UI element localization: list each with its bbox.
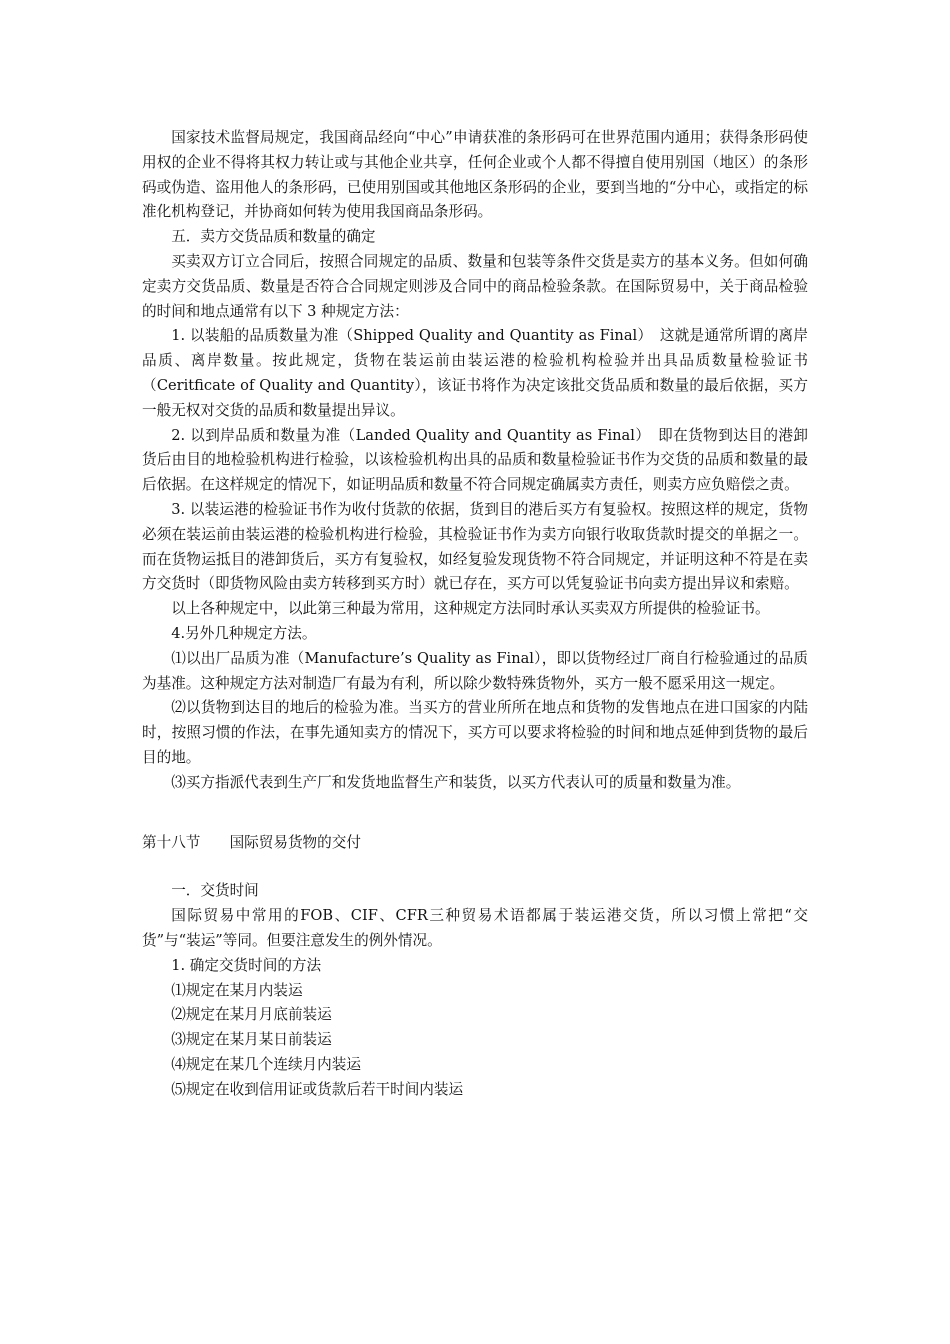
list-item: ⑵规定在某月月底前装运 bbox=[171, 1006, 332, 1024]
list-item: ⑶规定在某月某日前装运 bbox=[171, 1031, 332, 1049]
paragraph-other-method-2: ⑵以货物到达目的地后的检验为准。当买方的营业所所在地点和货物的发售地点在进口国家的内陆时，按照习惯的作法，在事先通知卖方的情况下，买方可以要求将检验的时间和地点延伸到货物的最后目的地。 bbox=[142, 699, 808, 766]
list-item: ⑸规定在收到信用证或货款后若干时间内装运 bbox=[171, 1080, 464, 1098]
heading-delivery-time: 一．交货时间 bbox=[171, 882, 259, 900]
paragraph-inspection-intro: 买卖双方订立合同后，按照合同规定的品质、数量和包装等条件交货是卖方的基本义务。但如何确定卖方交货品质、数量是否符合合同规定则涉及合同中的商品检验条款。在国际贸易中，关于商品检验的时间和地点通常有以下 3 种规定方法： bbox=[142, 252, 808, 320]
paragraph-barcode-regulation: 国家技术监督局规定，我国商品经向“中心”申请获准的条形码可在世界范围内通用；获得条形码使用权的企业不得将其权力转让或与其他企业共享，任何企业或个人都不得擅自使用别国（地区）的条形码或伪造、盗用他人的条形码，已使用别国或其他地区条形码的企业，要到当地的“分中心，或指定的标准化机构登记，并协商如何转为使用我国商品条形码。 bbox=[142, 129, 808, 221]
heading-delivery-methods: 1. 确定交货时间的方法 bbox=[171, 956, 322, 974]
list-item: ⑴规定在某月内装运 bbox=[171, 981, 303, 999]
paragraph-delivery-terms: 国际贸易中常用的FOB、CIF、CFR三种贸易术语都属于装运港交货，所以习惯上常把“交货”与“装运”等同。但要注意发生的例外情况。 bbox=[142, 907, 808, 949]
section-spacer bbox=[142, 796, 808, 831]
paragraph-method-1: 1. 以装船的品质数量为准（Shipped Quality and Quantity as Final） 这就是通常所谓的离岸品质、离岸数量。按此规定，货物在装运前由装运港的检验机构检验并出具品质数量检验证书（Ceritficate of Quality and Quantity），该证书将作为决定该批交货品质和数量的最后依据，买方一般无权对交货的品质和数量提出异议。 bbox=[142, 327, 808, 419]
paragraph-other-method-3: ⑶买方指派代表到生产厂和发货地监督生产和装货，以买方代表认可的质量和数量为准。 bbox=[171, 773, 741, 791]
document-body bbox=[142, 126, 808, 1102]
paragraph-method-2: 2. 以到岸品质和数量为准（Landed Quality and Quantity as Final） 即在货物到达目的港卸货后由目的地检验机构进行检验，以该检验机构出具的品质和数量检验证书作为交货的品质和数量的最后依据。在这样规定的情况下，如证明品质和数量不符合同规定确属卖方责任，则卖方应负赔偿之责。 bbox=[142, 426, 808, 494]
title-spacer bbox=[142, 855, 808, 879]
paragraph-other-method-1: ⑴以出厂品质为准（Manufacture’s Quality as Final），即以货物经过厂商自行检验通过的品质为基准。这种规定方法对制造厂有最为有利，所以除少数特殊货物外，买方一般不愿采用这一规定。 bbox=[142, 649, 808, 692]
list-item: ⑷规定在某几个连续月内装运 bbox=[171, 1055, 361, 1073]
heading-quality-quantity: 五．卖方交货品质和数量的确定 bbox=[171, 228, 376, 246]
section-title: 第十八节 国际贸易货物的交付 bbox=[142, 833, 361, 851]
paragraph-other-methods: 4.另外几种规定方法。 bbox=[171, 624, 317, 642]
paragraph-method-3: 3. 以装运港的检验证书作为收付货款的依据，货到目的港后买方有复验权。按照这样的规定，货物必须在装运前由装运港的检验机构进行检验，其检验证书作为卖方向银行收取货款时提交的单据之一。而在货物运抵目的港卸货后，买方有复验权，如经复验发现货物不符合同规定，并证明这种不符是在卖方交货时（即货物风险由卖方转移到买方时）就已存在，买方可以凭复验证书向卖方提出异议和索赔。 bbox=[142, 500, 808, 593]
paragraph-most-common: 以上各种规定中，以此第三种最为常用，这种规定方法同时承认买卖双方所提供的检验证书。 bbox=[171, 600, 770, 618]
